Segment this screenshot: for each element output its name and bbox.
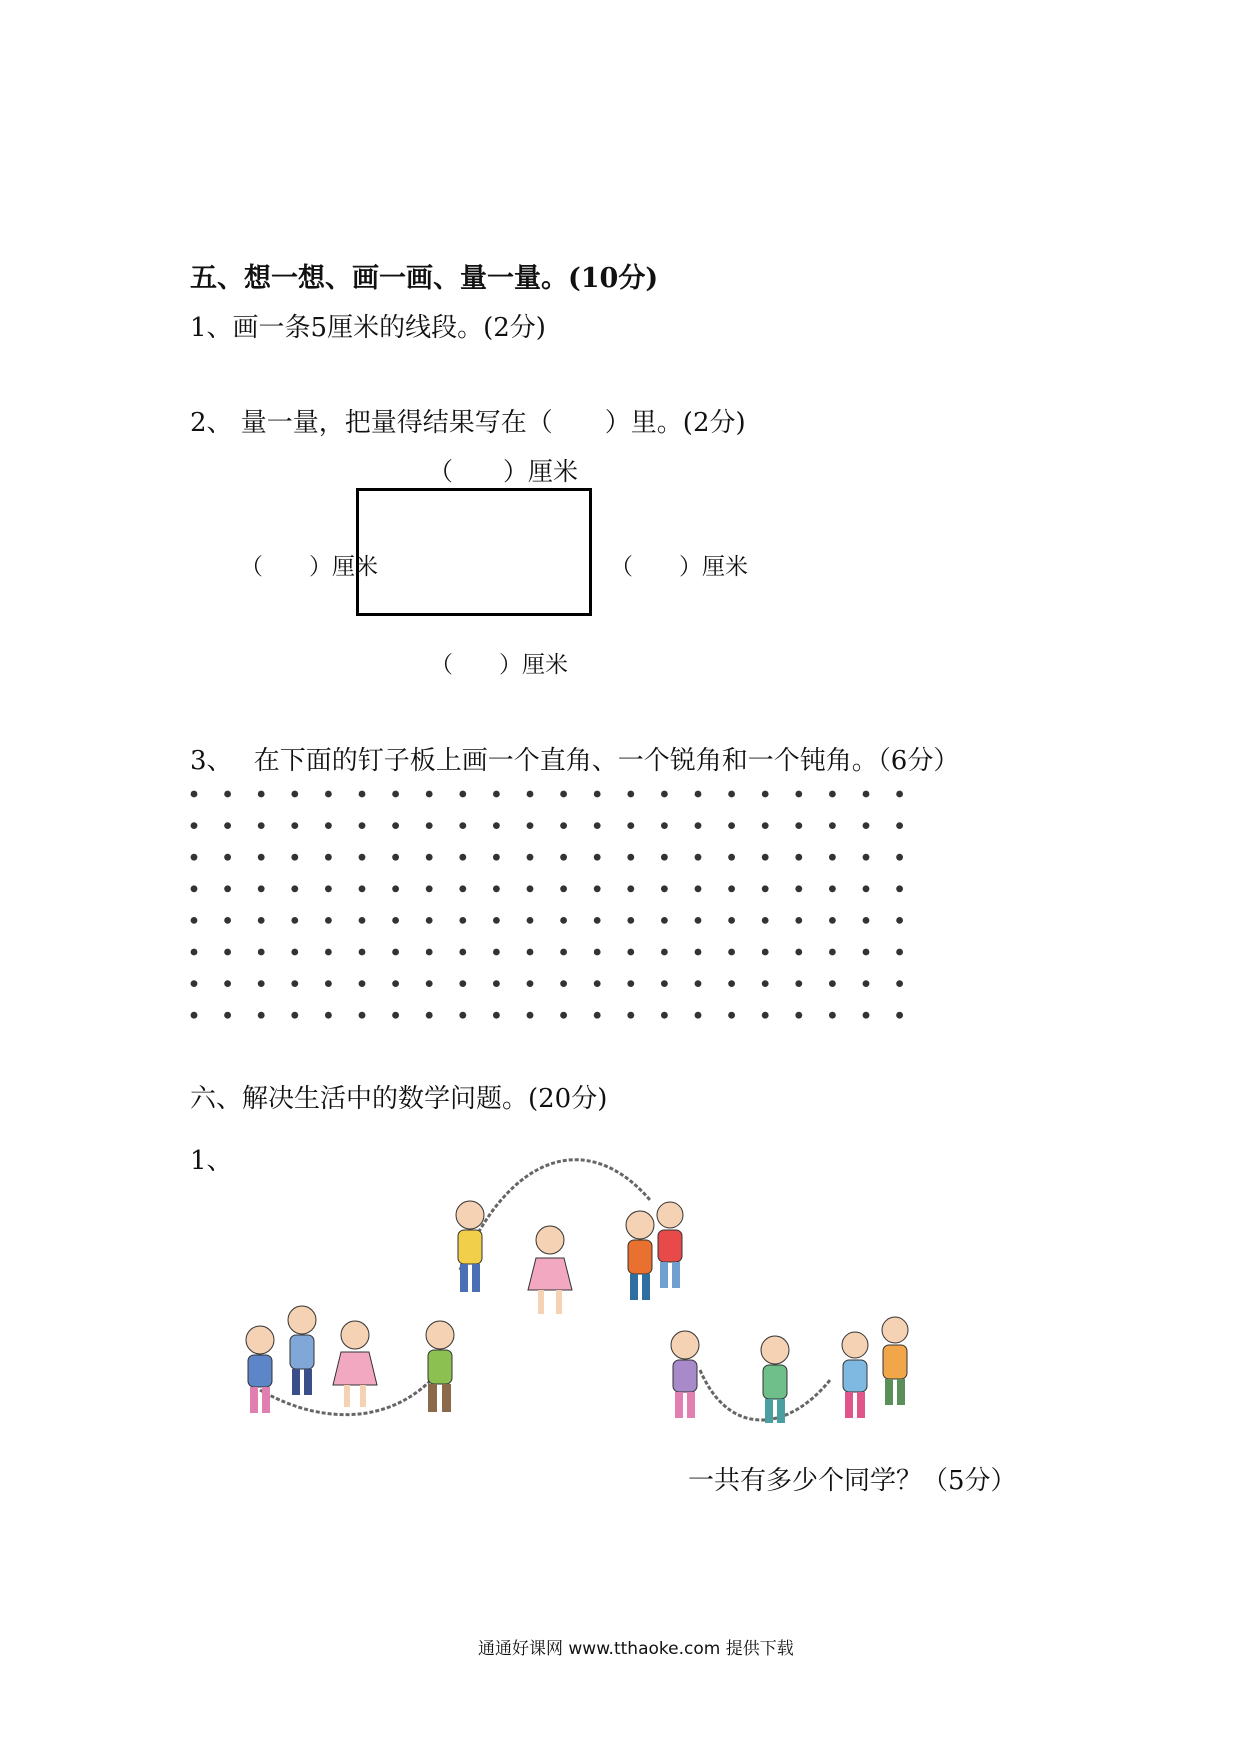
child-figure [528,1226,572,1314]
peg-dot[interactable] [493,980,500,987]
peg-dot[interactable] [359,949,366,956]
peg-dot[interactable] [627,949,634,956]
peg-dot[interactable] [728,791,735,798]
peg-dot[interactable] [795,791,802,798]
peg-dot[interactable] [426,822,433,829]
peg-dot[interactable] [291,822,298,829]
peg-dot[interactable] [527,980,534,987]
child-figure [842,1332,868,1418]
peg-dot[interactable] [258,791,265,798]
measure-rectangle [356,488,592,616]
peg-dot[interactable] [527,949,534,956]
peg-dot[interactable] [695,1012,702,1019]
peg-dot[interactable] [594,917,601,924]
peg-dot[interactable] [527,917,534,924]
peg-dot[interactable] [191,885,198,892]
peg-dot[interactable] [258,822,265,829]
peg-dot[interactable] [191,854,198,861]
peg-dot[interactable] [795,980,802,987]
peg-dot[interactable] [493,885,500,892]
peg-dot[interactable] [291,854,298,861]
peg-dot[interactable] [527,822,534,829]
peg-dot[interactable] [896,822,903,829]
peg-dot[interactable] [560,885,567,892]
problem-1-number: 1、 [190,1146,233,1176]
peg-dot[interactable] [863,885,870,892]
peg-dot[interactable] [325,917,332,924]
child-figure [426,1321,454,1412]
jump-rope-illustration [230,1140,950,1440]
child-figure [882,1317,908,1405]
peg-dot[interactable] [392,854,399,861]
child-figure [671,1331,699,1418]
peg-dot[interactable] [594,949,601,956]
section-5-title: 五、想一想、画一画、量一量。(10分) [190,263,659,294]
peg-dot[interactable] [560,854,567,861]
peg-dot[interactable] [829,917,836,924]
peg-dot[interactable] [224,791,231,798]
peg-dot[interactable] [359,917,366,924]
peg-dot[interactable] [224,917,231,924]
child-figure [657,1202,683,1288]
peg-dot[interactable] [661,854,668,861]
peg-dot[interactable] [325,822,332,829]
peg-dot[interactable] [661,949,668,956]
peg-dot[interactable] [695,980,702,987]
peg-dot[interactable] [392,822,399,829]
peg-dot[interactable] [795,1012,802,1019]
peg-dot[interactable] [661,885,668,892]
peg-dot[interactable] [728,854,735,861]
peg-dot[interactable] [224,1012,231,1019]
peg-dot[interactable] [795,854,802,861]
peg-dot[interactable] [594,980,601,987]
peg-dot[interactable] [560,980,567,987]
peg-dot[interactable] [224,822,231,829]
peg-dot[interactable] [359,980,366,987]
peg-dot[interactable] [863,791,870,798]
peg-dot[interactable] [426,791,433,798]
peg-dot[interactable] [191,980,198,987]
peg-dot[interactable] [459,885,466,892]
peg-dot[interactable] [594,791,601,798]
peg-dot[interactable] [560,949,567,956]
peg-dot[interactable] [795,822,802,829]
peg-dot[interactable] [896,949,903,956]
peg-dot[interactable] [392,949,399,956]
peg-dot[interactable] [695,822,702,829]
peg-dot[interactable] [762,917,769,924]
peg-dot[interactable] [695,949,702,956]
peg-dot[interactable] [728,917,735,924]
peg-dot[interactable] [191,791,198,798]
child-figure [288,1306,316,1395]
peg-dot[interactable] [426,854,433,861]
footer-source: 通通好课网 www.tthaoke.com 提供下载 [478,1639,794,1659]
peg-dot[interactable] [829,854,836,861]
peg-dot[interactable] [258,854,265,861]
peg-dot[interactable] [829,885,836,892]
peg-dot[interactable] [829,1012,836,1019]
peg-dot[interactable] [459,822,466,829]
peg-dot[interactable] [191,822,198,829]
peg-dot[interactable] [896,885,903,892]
peg-dot[interactable] [695,854,702,861]
peg-dot[interactable] [594,822,601,829]
peg-dot[interactable] [459,917,466,924]
peg-dot[interactable] [560,791,567,798]
peg-dot[interactable] [527,885,534,892]
peg-dot[interactable] [594,854,601,861]
peg-dot[interactable] [896,791,903,798]
peg-dot[interactable] [762,791,769,798]
peg-dot[interactable] [258,917,265,924]
peg-dot[interactable] [829,949,836,956]
peg-dot[interactable] [896,1012,903,1019]
rect-left-answer: （ ）厘米 [240,554,378,580]
peg-dot[interactable] [191,917,198,924]
peg-dot[interactable] [661,1012,668,1019]
peg-dot[interactable] [359,1012,366,1019]
peg-dot[interactable] [325,791,332,798]
peg-dot[interactable] [695,791,702,798]
peg-dot[interactable] [459,980,466,987]
question-3-pegboard: 3、 在下面的钉子板上画一个直角、一个锐角和一个钝角。（6分） [190,746,960,776]
peg-dot[interactable] [527,854,534,861]
problem-1-question: 一共有多少个同学？（5分） [688,1466,1017,1496]
peg-dot[interactable] [728,822,735,829]
peg-dot[interactable] [728,1012,735,1019]
peg-dot[interactable] [325,1012,332,1019]
peg-dot[interactable] [695,885,702,892]
peg-dot[interactable] [863,1012,870,1019]
peg-dot[interactable] [493,791,500,798]
peg-dot[interactable] [627,980,634,987]
peg-dot[interactable] [191,949,198,956]
peg-dot[interactable] [459,949,466,956]
peg-dot[interactable] [493,949,500,956]
peg-dot[interactable] [863,917,870,924]
peg-dot[interactable] [392,791,399,798]
peg-dot[interactable] [863,854,870,861]
child-figure [456,1201,484,1292]
peg-dot[interactable] [291,1012,298,1019]
peg-dot[interactable] [896,854,903,861]
peg-dot[interactable] [426,885,433,892]
peg-dot[interactable] [359,822,366,829]
peg-dot[interactable] [627,791,634,798]
peg-dot[interactable] [762,980,769,987]
peg-dot[interactable] [560,822,567,829]
peg-dot[interactable] [560,1012,567,1019]
peg-dot[interactable] [426,980,433,987]
child-figure [333,1321,377,1407]
peg-dot[interactable] [829,822,836,829]
peg-dot[interactable] [392,1012,399,1019]
peg-dot[interactable] [291,980,298,987]
peg-dot[interactable] [325,854,332,861]
question-2-measure: 2、 量一量，把量得结果写在（ ）里。(2分) [190,408,746,438]
peg-dot[interactable] [258,980,265,987]
pegboard-grid[interactable] [186,786,916,1026]
peg-dot[interactable] [627,854,634,861]
peg-dot[interactable] [359,854,366,861]
peg-dot[interactable] [359,791,366,798]
peg-dot[interactable] [392,980,399,987]
peg-dot[interactable] [661,917,668,924]
peg-dot[interactable] [661,822,668,829]
peg-dot[interactable] [191,1012,198,1019]
peg-dot[interactable] [560,917,567,924]
peg-dot[interactable] [527,791,534,798]
peg-dot[interactable] [459,791,466,798]
rect-bottom-answer: （ ）厘米 [430,652,568,678]
peg-dot[interactable] [728,980,735,987]
peg-dot[interactable] [795,885,802,892]
section-6-title: 六、解决生活中的数学问题。(20分) [190,1084,608,1114]
peg-dot[interactable] [594,1012,601,1019]
peg-dot[interactable] [829,791,836,798]
peg-dot[interactable] [325,980,332,987]
peg-dot[interactable] [493,917,500,924]
peg-dot[interactable] [325,885,332,892]
peg-dot[interactable] [291,917,298,924]
peg-dot[interactable] [426,917,433,924]
peg-dot[interactable] [896,980,903,987]
peg-dot[interactable] [224,885,231,892]
peg-dot[interactable] [762,885,769,892]
peg-dot[interactable] [863,980,870,987]
peg-dot[interactable] [493,854,500,861]
peg-dot[interactable] [594,885,601,892]
child-figure [246,1326,274,1413]
child-figure [626,1211,654,1300]
child-figure [761,1336,789,1423]
peg-dot[interactable] [863,949,870,956]
peg-dot[interactable] [762,1012,769,1019]
peg-dot[interactable] [493,1012,500,1019]
peg-dot[interactable] [291,885,298,892]
peg-dot[interactable] [224,980,231,987]
peg-dot[interactable] [291,949,298,956]
peg-dot[interactable] [863,822,870,829]
peg-dot[interactable] [762,949,769,956]
question-1-draw-line: 1、画一条5厘米的线段。(2分) [190,313,546,343]
peg-dot[interactable] [459,1012,466,1019]
peg-dot[interactable] [527,1012,534,1019]
rect-top-answer: （ ）厘米 [428,457,579,486]
peg-dot[interactable] [695,917,702,924]
peg-dot[interactable] [426,1012,433,1019]
peg-dot[interactable] [728,885,735,892]
peg-dot[interactable] [258,949,265,956]
peg-dot[interactable] [762,822,769,829]
peg-dot[interactable] [224,854,231,861]
peg-dot[interactable] [661,980,668,987]
peg-dot[interactable] [392,885,399,892]
peg-dot[interactable] [627,917,634,924]
peg-dot[interactable] [426,949,433,956]
peg-dot[interactable] [795,917,802,924]
peg-dot[interactable] [258,1012,265,1019]
peg-dot[interactable] [258,885,265,892]
peg-dot[interactable] [493,822,500,829]
peg-dot[interactable] [291,791,298,798]
peg-dot[interactable] [661,791,668,798]
peg-dot[interactable] [359,885,366,892]
peg-dot[interactable] [795,949,802,956]
peg-dot[interactable] [459,854,466,861]
peg-dot[interactable] [829,980,836,987]
peg-dot[interactable] [627,885,634,892]
peg-dot[interactable] [896,917,903,924]
peg-dot[interactable] [392,917,399,924]
rect-right-answer: （ ）厘米 [610,554,748,580]
peg-dot[interactable] [627,1012,634,1019]
peg-dot[interactable] [728,949,735,956]
peg-dot[interactable] [762,854,769,861]
peg-dot[interactable] [627,822,634,829]
peg-dot[interactable] [325,949,332,956]
peg-dot[interactable] [224,949,231,956]
